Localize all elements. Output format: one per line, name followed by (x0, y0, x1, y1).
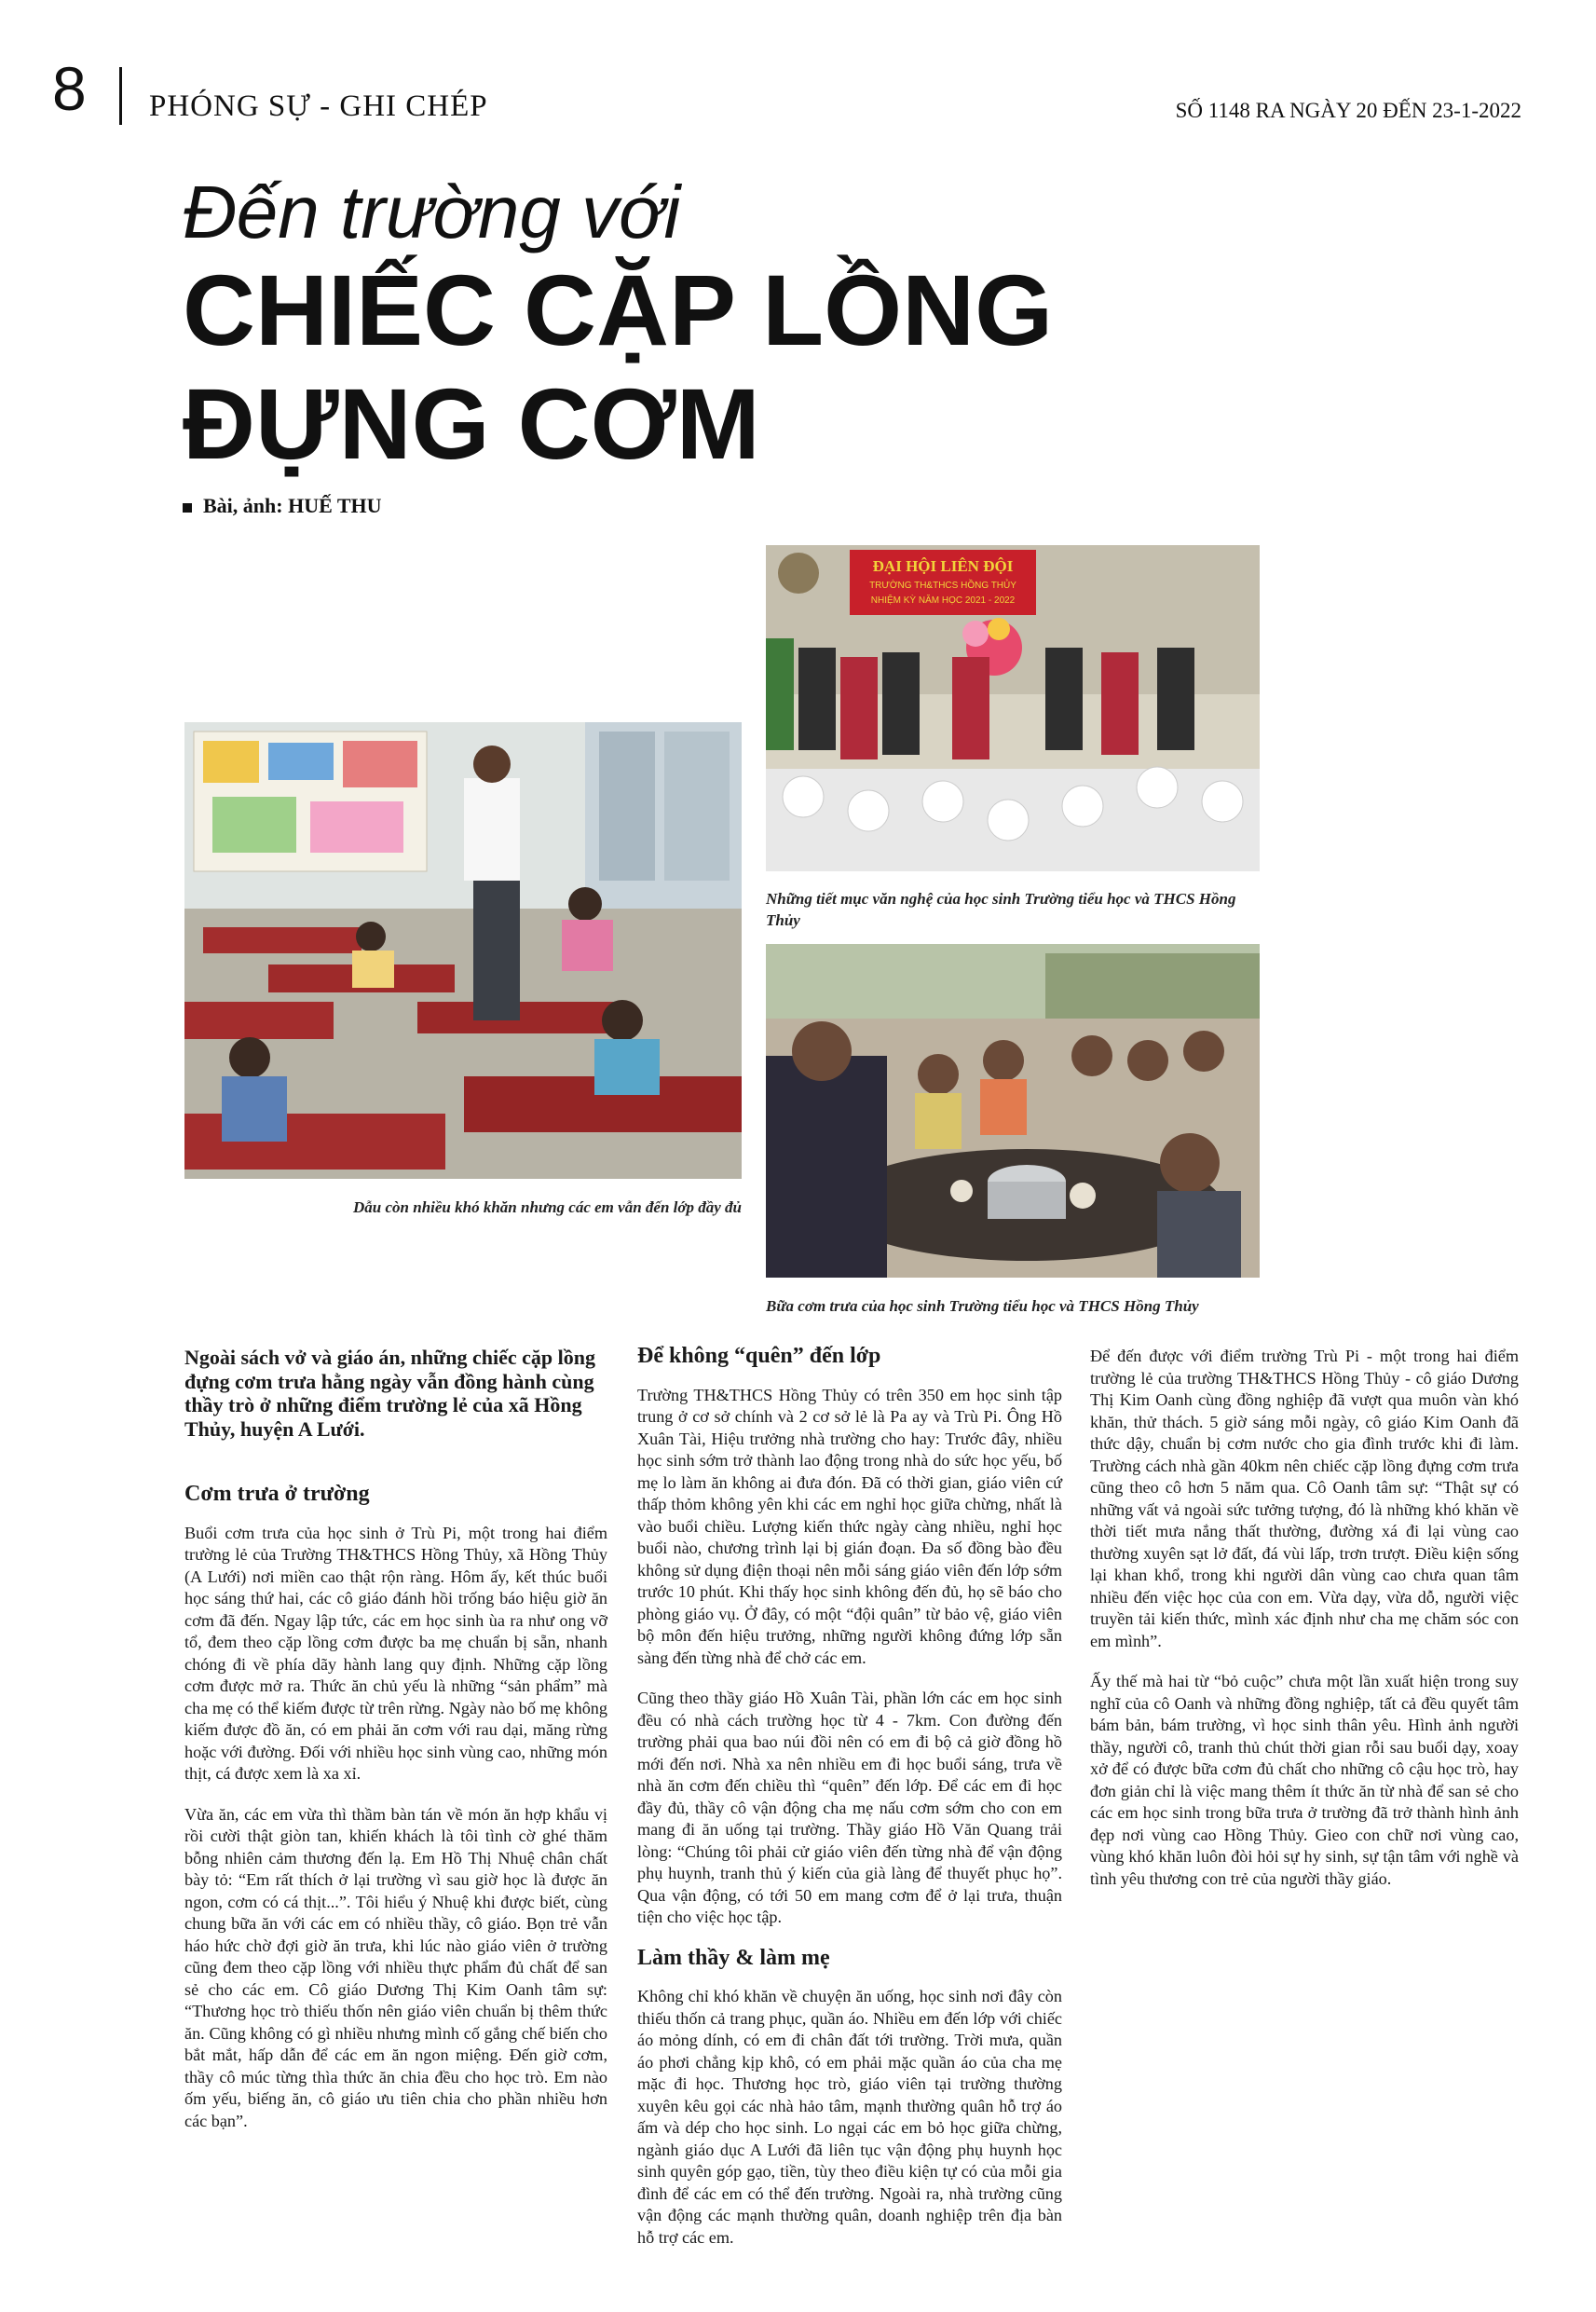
paragraph-5: Không chỉ khó khăn về chuyện ăn uống, học sinh nơi đây còn thiếu thốn cả trang phục, quần áo. Nhiều em đến lớp với chiếc áo mỏng dính, có em đi chân đất tới trường. Trời mưa, quần áo phơi chẳng kịp khô, có em phải mặc quần áo của cha mẹ mặc đi học. Thương học trò, giáo viên tại trường thường xuyên kêu gọi các nhà hảo tâm, mạnh thường quân hỗ trợ áo ấm và dép cho học sinh. Lo ngại các em bỏ học giữa chừng, ngành giáo dục A Lưới đã liên tục vận động phụ huynh học sinh quyên góp gạo, tiền, tùy theo điều kiện tự có của mỗi gia đình để các em có thể đến trường. Ngoài ra, nhà trường cũng vận động các mạnh thường quân, doanh nghiệp trên địa bàn hỗ trợ các em. (637, 1987, 1062, 2247)
section-label: PHÓNG SỰ - GHI CHÉP (149, 89, 488, 123)
lede: Ngoài sách vở và giáo án, những chiếc cặp lồng đựng cơm trưa hằng ngày vẫn đồng hành cùng thầy trò ở những điểm trường lẻ của xã Hồng Thủy, huyện A Lưới. (184, 1346, 595, 1441)
subhead-khong-quen: Để không “quên” đến lớp (637, 1344, 881, 1368)
byline-text: Bài, ảnh: HUẾ THU (203, 494, 382, 517)
headline-line-2: ĐỰNG CƠM (183, 367, 760, 480)
paragraph-4: Cũng theo thầy giáo Hồ Xuân Tài, phần lớn các em học sinh đều có nhà cách trường học từ 4 - 7km. Con đường đến trường phải qua bao núi đồi nên có em đi bộ cả giờ đồng hồ mới đến nơi. Nhà xa nên nhiều em đi học buổi sáng, trưa về nhà ăn cơm đến chiều thì “quên” đến lớp. Để các em đi học đầy đủ, thầy cô vận động cha mẹ nấu cơm sớm cho con em mang đi ăn uống tại trường. Thầy giáo Hồ Văn Quang trải lòng: “Chúng tôi phải cử giáo viên đến từng nhà để vận động phụ huynh, tranh thủ ý kiến của già làng để thuyết phục họ”. Qua vận động, có tới 50 em mang cơm để ở lại trưa, thuận tiện cho việc học tập. (637, 1689, 1062, 1926)
bullet-square-icon (183, 503, 192, 513)
paragraph-6: Để đến được với điểm trường Trù Pi - một trong hai điểm trường lẻ của trường TH&THCS Hồng Thủy - cô giáo Dương Thị Kim Oanh cùng đồng nghiệp đã vượt qua muôn vàn khó khăn, thử thách. 5 giờ sáng mỗi ngày, cô giáo Kim Oanh đã thức dậy, chuẩn bị cơm nước cho gia đình trước khi đi làm. Trường cách nhà gần 40km nên chiếc cặp lồng đựng cơm trưa cũng theo cô hơn 5 năm qua. Cô Oanh tâm sự: “Thật sự có những vất vả ngoài sức tưởng tượng, đó là những khó khăn về thời tiết mưa nắng thất thường, đường xá đi lại vùng cao thường xuyên sạt lở đất, đá vùi lấp, trơn trượt. Điều kiện sống lại khan khổ, trong khi người dân vùng cao chưa quan tâm nhiều đến việc học của con em. Vừa dạy, vừa dỗ, người việc truyền tải kiến thức, mình xác định như cha mẹ chăm sóc con em mình”. (1090, 1347, 1519, 1650)
paragraph-3: Trường TH&THCS Hồng Thủy có trên 350 em học sinh tập trung ở cơ sở chính và 2 cơ sở lẻ là Pa ay và Trù Pi. Ông Hồ Xuân Tài, Hiệu trưởng nhà trường cho hay: Trước đây, nhiều học sinh sớm trở thành lao động trong nhà do sức học yếu, bố mẹ lo làm ăn không ai đưa đón. Đã có thời gian, giáo viên cứ thấp thỏm không yên khi các em nghỉ học giữa chừng, nhất là vào buổi chiều. Lượng kiến thức ngày càng nhiều, nghỉ học buổi nào, chương trình lại bị gián đoạn. Đa số đồng bào đều không sử dụng điện thoại nên mỗi sáng giáo viên đến lớp sớm trước 10 phút. Khi thấy học sinh không đến đủ, họ sẽ báo cho phòng giáo vụ. Ở đây, có một “đội quân” từ bảo vệ, giáo viên bộ môn đến hiệu trưởng, những người không đứng lớp sẵn sàng đến từng nhà để chở các em. (637, 1385, 1062, 1667)
article-column-2 (637, 1346, 1062, 2267)
article-column-3 (1090, 1346, 1519, 1908)
classroom-photo-caption: Dẫu còn nhiều khó khăn nhưng các em vẫn đến lớp đầy đủ (353, 1198, 742, 1216)
subhead-com-trua: Cơm trưa ở trường (184, 1482, 370, 1506)
header-divider (119, 67, 122, 125)
issue-date: SỐ 1148 RA NGÀY 20 ĐẾN 23-1-2022 (1175, 99, 1521, 122)
paragraph-7: Ấy thế mà hai từ “bỏ cuộc” chưa một lần xuất hiện trong suy nghĩ của cô Oanh và những đồng nghiệp, tất cả đều quyết tâm bám bản, bám trường, vì học sinh thân yêu. Hình ảnh người thầy, người cô, tranh thủ chút thời gian rỗi sau buổi dạy, xoay xở để có được bữa cơm đủ chất cho những cô cậu học trò, hay đơn giản chỉ là việc mang thêm ít thức ăn từ nhà để san sẻ cho các em học sinh trong bữa trưa ở trường đã trở thành hình ảnh đẹp nơi vùng cao Hồng Thủy. Gieo con chữ nơi vùng cao, vùng khó khăn luôn đòi hỏi sự hy sinh, sự tận tâm với nghề và tình yêu thương con trẻ của người thầy giáo. (1090, 1672, 1519, 1888)
performance-photo (766, 545, 1260, 871)
performance-photo-caption: Những tiết mục văn nghệ của học sinh Trường tiểu học và THCS Hồng Thủy (766, 890, 1236, 929)
paragraph-2: Vừa ăn, các em vừa thì thầm bàn tán về món ăn hợp khẩu vị rồi cười thật giòn tan, khiến khách là tôi tình cờ ghé thăm bỗng nhiên cảm thương đến lạ. Em Hồ Thị Nhuệ chân chất bày tỏ: “Em rất thích ở lại trường vì sau giờ học là được ăn ngon, cơm có cá thịt...”. Tôi hiểu ý Nhuệ khi được biết, cùng chung bữa ăn với các em có nhiều thầy, cô giáo. Bọn trẻ vẫn háo hức chờ đợi giờ ăn trưa, khi lúc nào giáo viên ở trường cũng đem theo cặp lồng với nhiều thực phẩm đủ chất để san sẻ cho các em. Cô giáo Dương Thị Kim Oanh tâm sự: “Thương học trò thiếu thốn nên giáo viên chuẩn bị thêm thức ăn. Cũng không có gì nhiều nhưng mình cố gắng chế biến cho bắt mắt, hấp dẫn để các em ăn ngon miệng. Đến giờ cơm, thầy cô múc từng thìa thức ăn chia đều cho học trò. Em nào ốm yếu, biếng ăn, cô giáo ưu tiên chia cho phần nhiều hơn các bạn”. (184, 1804, 607, 2130)
banner-line-3: NHIỆM KỲ NĂM HỌC 2021 - 2022 (870, 595, 1016, 606)
article-column-1 (184, 1346, 607, 2151)
lunch-photo-caption: Bữa cơm trưa của học sinh Trường tiểu học và THCS Hồng Thủy (766, 1297, 1199, 1315)
paragraph-1: Buổi cơm trưa của học sinh ở Trù Pi, một trong hai điểm trường lẻ của Trường TH&THCS Hồng Thủy, xã Hồng Thủy (A Lưới) nơi miền cao thật rộn ràng. Hôm ấy, kết thúc buổi học sáng thứ hai, các cô giáo đánh hồi trống báo hiệu giờ ăn cơm đã đến. Ngay lập tức, các em học sinh ùa ra như ong vỡ tổ, đem theo cặp lồng cơm được ba mẹ chuẩn bị sẵn, nhanh chóng đi về phía dãy hành lang quy định. Những cặp lồng cơm được mở ra. Thức ăn chủ yếu là những “sản phẩm” mà cha mẹ có thể kiếm được từ trên rừng. Ngày nào bố mẹ không kiếm được đồ ăn, có em phải ăn cơm với rau dại, măng rừng hoặc với đường. Đối với nhiều học sinh vùng cao, những món thịt, cá được xem là xa xỉ. (184, 1523, 607, 1783)
page-number: 8 (52, 54, 87, 123)
headline-kicker: Đến trường với (183, 171, 681, 253)
classroom-photo (184, 722, 742, 1179)
subhead-lam-thay: Làm thầy & làm mẹ (637, 1945, 830, 1970)
byline (183, 494, 382, 518)
headline (183, 253, 1053, 481)
lunch-photo (766, 944, 1260, 1278)
headline-line-1: CHIẾC CẶP LỒNG (183, 253, 1054, 366)
banner-line-2: TRƯỜNG TH&THCS HỒNG THỦY (869, 581, 1016, 591)
banner-line-1: ĐẠI HỘI LIÊN ĐỘI (872, 557, 1014, 575)
